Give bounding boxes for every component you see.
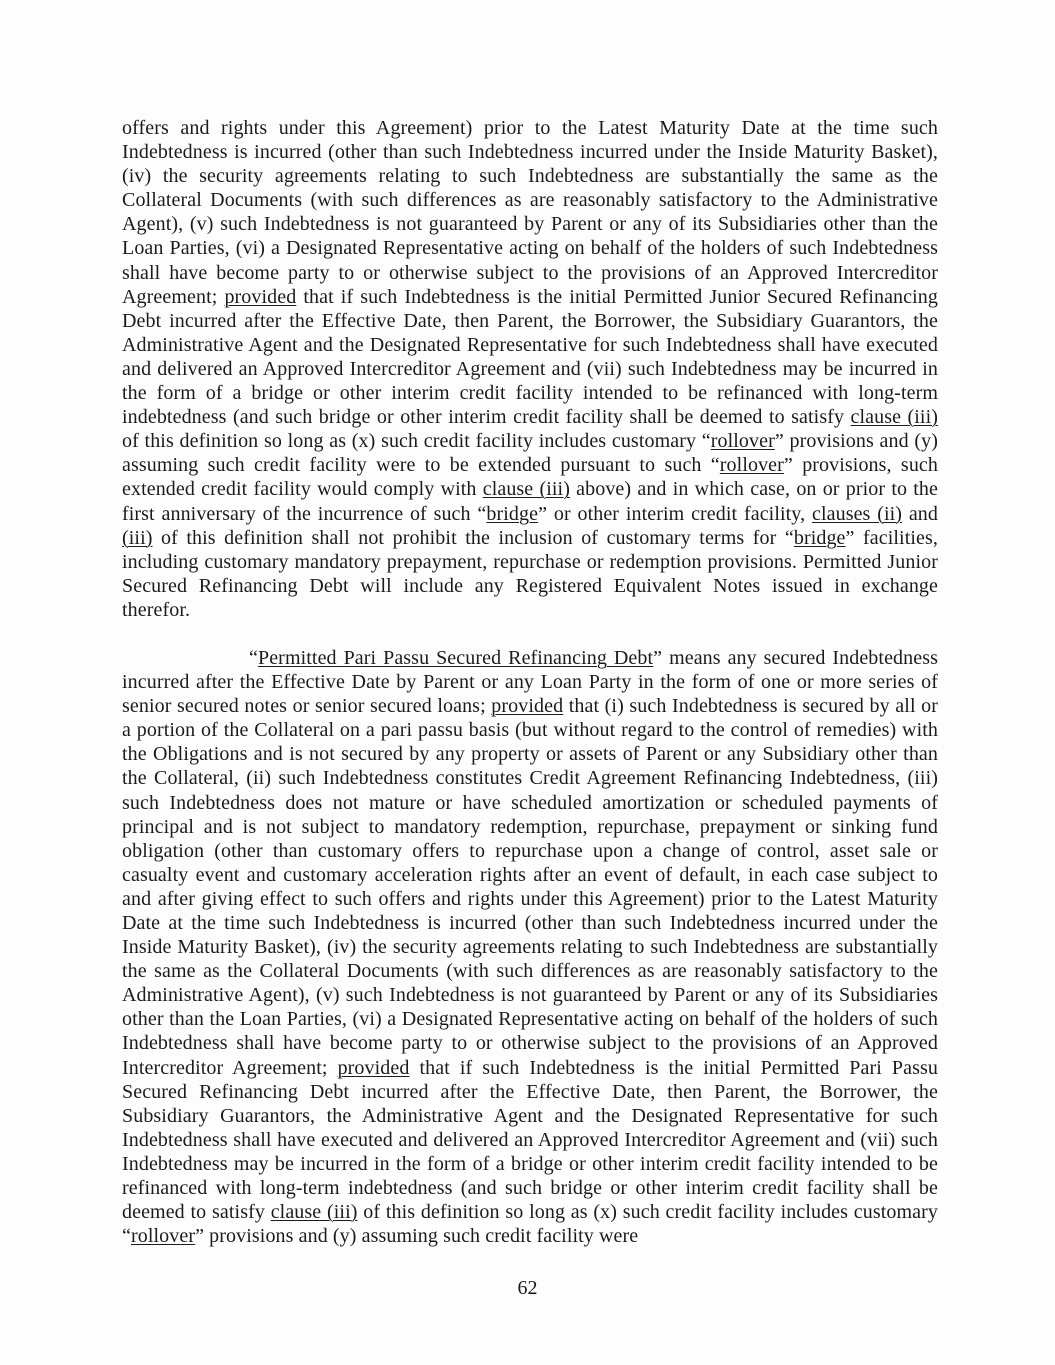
text-run: that (i) such Indebtedness is secured by all or a portion of the Collateral on a pari passu basis (but without regard to the control of remedies) with the Obligations and is not secured by any property or assets of Parent or any Subsidiary other than the Collateral, (ii) such Indebtedness constitutes Credit Agreement Refinancing Indebtedness, (iii) such Indebtedness does not mature or have scheduled amortization or scheduled payments of principal and is not subject to mandatory redemption, repurchase, prepayment or sinking fund obligation (other than customary offers to repurchase upon a change of control, asset sale or casualty event and customary acceleration rights after an event of default, in each case subject to and after giving effect to such offers and rights under this Agreement) prior to the Latest Maturity Date at the time such Indebtedness is incurred (other than such Indebtedness incurred under the Inside Maturity Basket), (iv) the security agreements relating to such Indebtedness are substantially the same as the Collateral Documents (with such differences as are reasonably satisfactory to the Administrative Agent), (v) such Indebtedness is not guaranteed by Parent or any of its Subsidiaries other than the Loan Parties, (vi) a Designated Representative acting on behalf of the holders of such Indebtedness shall have become party to or otherwise subject to the provisions of an Approved Intercreditor Agreement; xyxy=(122,695,939,1079)
underlined-text-run: rollover xyxy=(719,454,784,477)
underlined-text-run: clause (iii) xyxy=(482,478,570,501)
document-body xyxy=(122,116,938,1272)
underlined-text-run: provided xyxy=(337,1056,410,1079)
text-run: ” provisions and (y) assuming such credit facility were to be extended pursuant to such “ xyxy=(122,430,938,477)
underlined-text-run: bridge xyxy=(793,526,846,549)
paragraph-permitted-pari-passu-secured-refinancing-debt-definition xyxy=(122,646,938,1248)
text-run: that if such Indebtedness is the initial Permitted Junior Secured Refinancing Debt incurred after the Effective Date, then Parent, the Borrower, the Subsidiary Guarantors, the Administrative Agent and the Designated Representative for such Indebtedness shall have executed and delivered an Approved Intercreditor Agreement and (vii) such Indebtedness may be incurred in the form of a bridge or other interim credit facility intended to be refinanced with long-term indebtedness (and such bridge or other interim credit facility shall be deemed to satisfy xyxy=(122,285,938,429)
text-run: “ xyxy=(249,646,258,669)
underlined-text-run: Permitted Pari Passu Secured Refinancing Debt xyxy=(257,646,654,669)
text-run: ” means any secured Indebtedness incurred after the Effective Date by Parent or any Loan Party in the form of one or more series of senior secured notes or senior secured loans; xyxy=(122,646,938,718)
text-run: that if such Indebtedness is the initial Permitted Pari Passu Secured Refinancing Debt incurred after the Effective Date, then Parent, the Borrower, the Subsidiary Guarantors, the Administrative Agent and the Designated Representative for such Indebtedness shall have executed and delivered an Approved Intercreditor Agreement and (vii) such Indebtedness may be incurred in the form of a bridge or other interim credit facility intended to be refinanced with long-term indebtedness (and such bridge or other interim credit facility shall be deemed to satisfy xyxy=(122,1056,938,1224)
text-run: ” provisions and (y) assuming such credit facility were xyxy=(195,1225,639,1248)
underlined-text-run: clause (iii) xyxy=(270,1201,358,1224)
text-run: of this definition shall not prohibit the inclusion of customary terms for “ xyxy=(152,526,794,549)
text-run: ” provisions, such extended credit facility would comply with xyxy=(122,454,938,501)
text-run: offers and rights under this Agreement) prior to the Latest Maturity Date at the time such Indebtedness is incurred (other than such Indebtedness incurred under the Inside Maturity Basket), (iv) the security agreements relating to such Indebtedness are substantially the same as the Collateral Documents (with such differences as are reasonably satisfactory to the Administrative Agent), (v) such Indebtedness is not guaranteed by Parent or any of its Subsidiaries other than the Loan Parties, (vi) a Designated Representative acting on behalf of the holders of such Indebtedness shall have become party to or otherwise subject to the provisions of an Approved Intercreditor Agreement; xyxy=(122,117,938,308)
text-run: and xyxy=(902,502,938,525)
underlined-text-run: provided xyxy=(491,695,564,718)
underlined-text-run: bridge xyxy=(486,502,539,525)
underlined-text-run: provided xyxy=(224,285,297,308)
underlined-text-run: clauses (ii) xyxy=(811,502,903,525)
text-run: above) and in which case, on or prior to the first anniversary of the incurrence of such “ xyxy=(122,478,938,525)
underlined-text-run: rollover xyxy=(130,1225,196,1248)
text-run: ” or other interim credit facility, xyxy=(538,502,812,525)
underlined-text-run: (iii) xyxy=(122,526,153,549)
paragraph-permitted-junior-secured-refinancing-debt-continuation xyxy=(122,116,938,622)
underlined-text-run: rollover xyxy=(710,430,775,453)
page-number: 62 xyxy=(517,1277,538,1299)
underlined-text-run: clause (iii) xyxy=(850,406,938,429)
text-run: of this definition so long as (x) such credit facility includes customary “ xyxy=(122,1201,938,1248)
text-run: ” facilities, including customary mandatory prepayment, repurchase or redemption provisions. Permitted Junior Secured Refinancing Debt will include any Registered Equivalent Notes issued in exchange therefor. xyxy=(122,526,938,621)
text-run: of this definition so long as (x) such credit facility includes customary “ xyxy=(122,430,711,453)
